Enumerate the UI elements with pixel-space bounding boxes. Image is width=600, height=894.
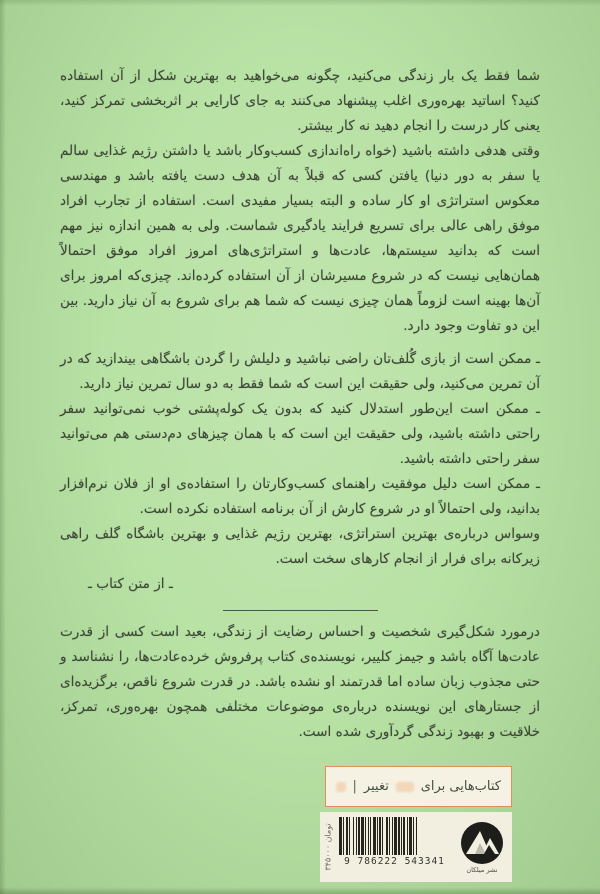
bullet-item: ـ ممکن است دلیل موفقیت راهنمای کسب‌وکارتان را استفاده‌ی او از فلان نرم‌افزار بدانید، ولی احتمالاً او در شروع کارش از آن برنامه استفاده نکرده است.: [60, 476, 540, 517]
faded-orange-word: [396, 782, 414, 792]
publisher-name: نشر میلکان: [466, 865, 498, 874]
publisher-blurb: درمورد شکل‌گیری شخصیت و احساس رضایت از زندگی، بعید است کسی از قدرت عادت‌ها آگاه باشد و جیمز کلییر، نویسنده‌ی کتاب پرفروش خرده‌عادت‌ها، را نشناسد و حتی مجذوب زبان ساده اما قدرتمند او نشده باشد. در قدرت شروع ناقص، برگزیده‌ای از جستارهای این نویسنده درباره‌ی موضوعات مختلفی همچون بهره‌وری، تمرکز، خلاقیت و بهبود زندگی گردآوری شده است.: [60, 624, 540, 740]
section-divider-line: [223, 610, 378, 611]
excerpt-paragraph: شما فقط یک بار زندگی می‌کنید، چگونه می‌خواهید به بهترین شکل از آن استفاده کنید؟ اساتید بهره‌وری اغلب پیشنهاد می‌کنند به جای کارایی بر اثربخشی تمرکز کنید، یعنی کار درست را انجام دهید نه کار بیشتر.: [60, 68, 540, 134]
series-label-box: [325, 766, 512, 807]
bullet-item: ـ ممکن است این‌طور استدلال کنید که بدون یک کوله‌پشتی خوب نمی‌توانید سفر راحتی داشته باشید، ولی حقیقت این است که با همان چیزهای دم‌دستی هم می‌توانید سفر راحتی داشته باشید.: [60, 401, 540, 467]
faded-orange-word: [336, 782, 346, 792]
series-label-right: کتاب‌هایی برای: [420, 779, 501, 794]
publisher-logo: [454, 821, 510, 874]
excerpt-paragraph: وقتی هدفی داشته باشید (خواه راه‌اندازی کسب‌وکار باشد یا داشتن رژیم غذایی سالم یا سفر به دور دنیا) یافتن کسی که قبلاً به آن هدف دست یافته باشد و مهندسی معکوس استراتژی او کار ساده و البته بسیار مفیدی است. استفاده از تجارب افراد موفق راهی عالی برای تسریع فرایند یادگیری شماست. ولی به همین اندازه نیز مهم است که بدانید سیستم‌ها، عادت‌ها و استراتژی‌های امروز افراد موفق احتمالاً همان‌هایی نیست که در شروع مسیرشان از آن استفاده کرده‌اند. چیزی‌که امروز برای آن‌ها بهینه است لزوماً همان چیزی نیست که شما هم برای شروع به آن نیاز دارید. بین این دو تفاوت وجود دارد.: [60, 143, 540, 334]
price-vertical-text: ۳۴۵۰۰۰ تومان: [323, 823, 332, 871]
series-label-left: تغییر: [363, 779, 389, 794]
barcode-bars: [339, 817, 451, 855]
barcode-panel: [320, 812, 512, 882]
isbn-digits: 9 786222 543341: [344, 856, 445, 867]
excerpt-attribution: ـ از متن کتاب ـ: [88, 576, 173, 592]
excerpt-bullet-list: [60, 347, 540, 522]
isbn-barcode: [335, 815, 454, 879]
mountains-in-circle-icon: [460, 821, 504, 865]
closing-paragraph: وسواس درباره‌ی بهترین استراتژی، بهترین رژیم غذایی و بهترین باشگاه گلف راهی زیرکانه برای فرار از انجام کارهای سخت است.: [60, 526, 540, 567]
series-divider-glyph: |: [352, 779, 357, 794]
back-cover-text-block: [60, 64, 540, 745]
bullet-item: ـ ممکن است از بازی گُلف‌تان راضی نباشید و دلیلش را گردن باشگاهی بیندازید که در آن تمرین می‌کنید، ولی حقیقت این است که شما فقط به دو سال تمرین نیاز دارید.: [60, 351, 540, 392]
